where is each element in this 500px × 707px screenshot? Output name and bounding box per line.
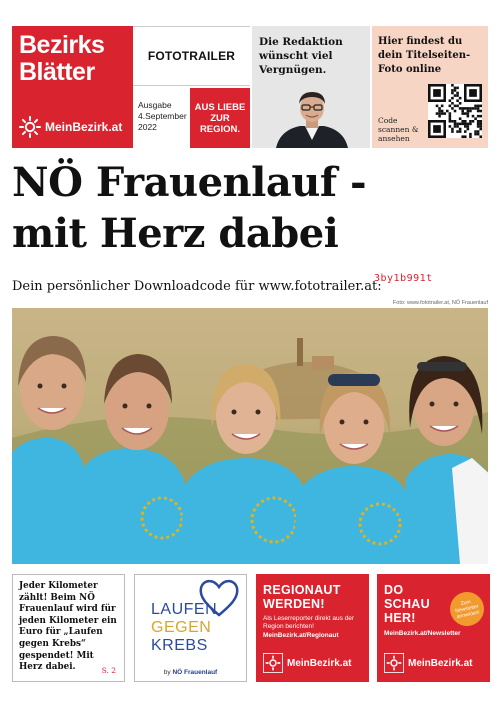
- group-photo-illustration: [12, 308, 488, 564]
- newsletter-url[interactable]: MeinBezirk.at/Newsletter: [384, 630, 461, 637]
- issue-info: [133, 88, 190, 148]
- cover-photo: [12, 308, 488, 564]
- sun-logo-icon: [18, 115, 42, 139]
- headline-line-2: mit Herz dabei: [12, 210, 339, 257]
- editor-greeting: Die Redaktion wünscht viel Vergnügen.: [259, 36, 343, 76]
- issue-label: Ausgabe: [138, 100, 172, 110]
- campaign-line-3: KREBS: [151, 637, 208, 654]
- logo-line-2: Blätter: [19, 58, 95, 86]
- brand-name: MeinBezirk.at: [45, 120, 123, 134]
- campaign-by-name: NÖ Frauenlauf: [172, 669, 218, 676]
- brand-mark: [18, 115, 122, 139]
- news-teaser-text: Jeder Kilometer zählt! Beim NÖ Frauenlauf wird für jeden Kilometer ein Euro für „Laufen gegen Krebs“ gespendet! Mit Herz dabei.: [19, 581, 117, 673]
- newsletter-brand-name: MeinBezirk.at: [408, 657, 473, 669]
- download-code-value: 3by1b991t: [374, 273, 433, 284]
- sun-logo-icon: [384, 653, 404, 673]
- qr-title: Hier findest du dein Titelseiten-Foto online: [378, 36, 471, 75]
- regionaut-box[interactable]: [256, 574, 369, 682]
- issue-year: 2022: [138, 122, 157, 132]
- newsletter-title: DO SCHAU HER!: [384, 583, 430, 625]
- qr-code-icon[interactable]: [428, 84, 482, 138]
- campaign-line-1: LAUFEN: [151, 601, 218, 618]
- slogan-text: AUS LIEBE ZUR REGION.: [194, 101, 246, 135]
- regionaut-subtitle: Als Leserreporter direkt aus der Region berichten!: [263, 615, 355, 630]
- editor-panel: [252, 26, 370, 148]
- campaign-logo-box: [134, 574, 247, 682]
- regionaut-title: REGIONAUT WERDEN!: [263, 583, 341, 611]
- campaign-organizer: [135, 669, 246, 676]
- newsletter-box[interactable]: [377, 574, 490, 682]
- newsletter-badge[interactable]: Zum Newsletter anmelden!: [447, 589, 487, 629]
- news-teaser[interactable]: [12, 574, 125, 682]
- campaign-by-prefix: by: [163, 669, 171, 676]
- regionaut-url[interactable]: MeinBezirk.at/Regionaut: [263, 632, 339, 639]
- regionaut-brand: [263, 653, 351, 673]
- qr-panel: [372, 26, 488, 148]
- regionaut-brand-name: MeinBezirk.at: [287, 657, 352, 669]
- sun-logo-icon: [263, 653, 283, 673]
- logo-line-1: Bezirks: [19, 31, 105, 59]
- issue-date: 4.September: [138, 111, 187, 121]
- download-code-label: Dein persönlicher Downloadcode für www.fototrailer.at:: [12, 279, 382, 294]
- newsletter-brand: [384, 653, 472, 673]
- qr-caption: Code scannen & ansehen: [378, 116, 419, 143]
- photo-credit: Foto: www.fototrailer.at, NÖ Frauenlauf: [392, 300, 488, 306]
- page-headline: [12, 157, 492, 259]
- headline-line-1: NÖ Frauenlauf -: [12, 159, 367, 206]
- news-page-ref: S. 2: [101, 666, 116, 675]
- campaign-line-2: GEGEN: [151, 619, 212, 636]
- editor-portrait: [272, 88, 352, 148]
- masthead-logo: [12, 26, 133, 148]
- slogan-badge: [190, 88, 250, 148]
- section-label: FOTOTRAILER: [133, 26, 250, 86]
